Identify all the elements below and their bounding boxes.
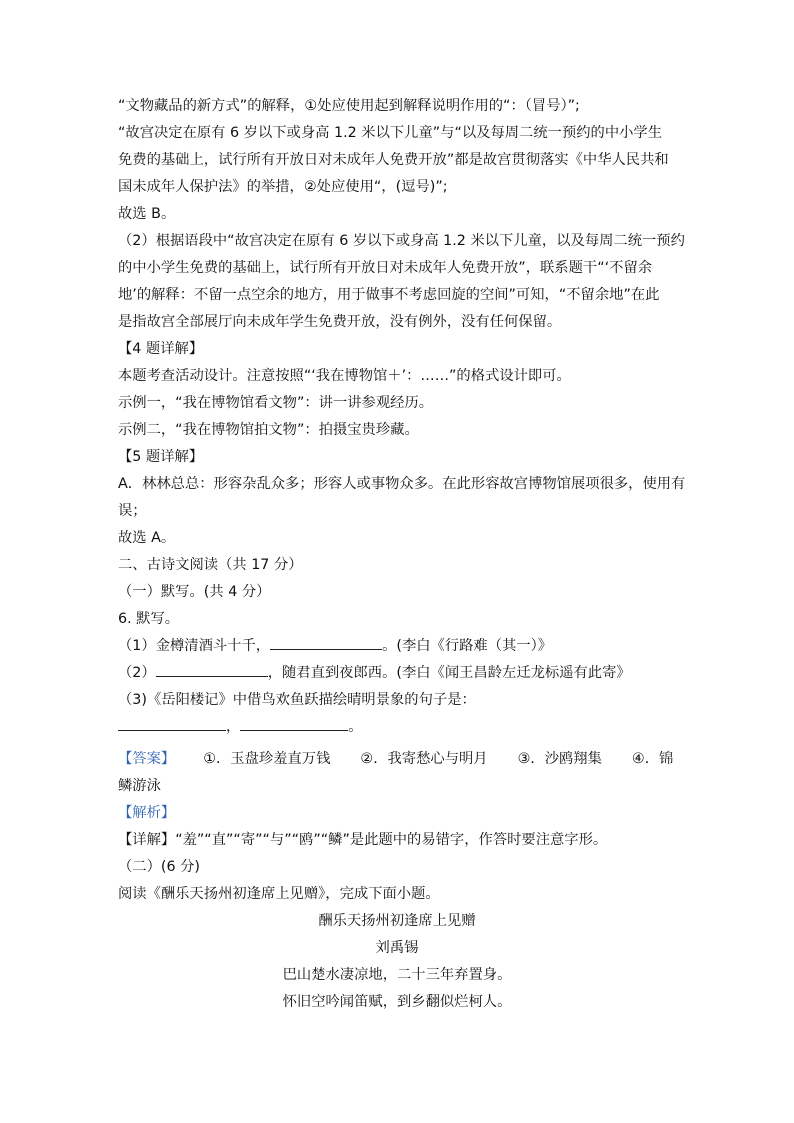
poem-title: 酬乐天扬州初逢席上见赠: [318, 913, 476, 929]
text-line: 是指故宫全部展厅向未成年学生免费开放，没有例外，没有任何保留。: [118, 314, 562, 330]
poem-author: 刘禹锡: [375, 940, 419, 956]
text-line: A．林林总总：形容杂乱众多；形容人或事物众多。在此形容故宫博物馆展项很多，使用有: [118, 476, 686, 492]
answer-item: ②．我寄愁心与明月: [360, 751, 488, 767]
fill-blank-line: [118, 636, 678, 656]
text-line: 故选 B。: [118, 206, 176, 222]
text-line: 误；: [118, 503, 147, 519]
answer-blank: [240, 717, 348, 731]
answer-item: ③．沙鸥翔集: [517, 751, 602, 767]
answer-blank: [270, 636, 382, 650]
source-text: 。(李白《行路难（其一）》: [382, 638, 553, 654]
answer-continuation: 鳞游泳: [118, 778, 161, 794]
answer-blank: [118, 717, 226, 731]
text-line: 免费的基础上，试行所有开放日对未成年人免费开放”都是故宫贯彻落实《中华人民共和: [118, 152, 669, 168]
text-line: “文物藏品的新方式”的解释，①处应使用起到解释说明作用的“：（冒号）”;: [118, 98, 580, 114]
text-line: 故选 A。: [118, 530, 176, 546]
detail-text: “羞”“直”“寄”“与”“鸥”“鳞”是此题中的易错字，作答时要注意字形。: [175, 832, 608, 848]
section-heading: 二、古诗文阅读（共 17 分）: [118, 557, 303, 573]
answer-item: ④．锦: [631, 751, 674, 767]
poem-line: 巴山楚水凄凉地，二十三年弃置身。: [282, 967, 512, 983]
text-line: 阅读《酬乐天扬州初逢席上见赠》，完成下面小题。: [118, 886, 440, 902]
section-heading: 【4 题详解】: [118, 341, 204, 357]
section-heading: （二）(6 分): [118, 859, 200, 875]
fill-blank-line: [118, 663, 678, 683]
text-line: 示例一，“我在博物馆看文物”：讲一讲参观经历。: [118, 395, 434, 411]
source-text: ，随君直到夜郎西。(李白《闻王昌龄左迁龙标遥有此寄》: [267, 665, 631, 681]
question-number: 6. 默写。: [118, 611, 180, 627]
text-line: 地’的解释：不留一点空余的地方，用于做事不考虑回旋的空间”可知，“不留余地”在此: [118, 287, 660, 303]
prompt-text: （1）金樽清酒斗十千，: [118, 638, 271, 654]
text-line: 的中小学生免费的基础上，试行所有开放日对未成年人免费开放”，联系题干“‘不留余: [118, 260, 653, 276]
text-line: （一）默写。(共 4 分）: [118, 584, 271, 600]
prompt-text: （2）: [118, 665, 156, 681]
text-line: 本题考查活动设计。注意按照“‘我在博物馆＋’：……”的格式设计即可。: [118, 368, 571, 384]
answer-item: ①．玉盘珍羞直万钱: [203, 751, 331, 767]
poem-line: 怀旧空吟闻笛赋，到乡翻似烂柯人。: [282, 994, 512, 1010]
comma-text: ，: [226, 719, 241, 735]
answer-label: 【答案】: [118, 751, 176, 767]
text-line: （2）根据语段中“故宫决定在原有 6 岁以下或身高 1.2 米以下儿童，以及每周二统一预约: [118, 233, 685, 249]
answer-blank: [156, 663, 268, 677]
text-line: （3)《岳阳楼记》中借鸟欢鱼跃描绘晴明景象的句子是：: [118, 692, 476, 708]
period-text: 。: [348, 719, 363, 735]
answer-line: [118, 749, 678, 769]
text-line: 示例二，“我在博物馆拍文物”：拍摄宝贵珍藏。: [118, 422, 419, 438]
text-line: 国未成年人保护法》的举措，②处应使用“，(逗号)”;: [118, 179, 448, 195]
section-heading: 【5 题详解】: [118, 449, 204, 465]
text-line: “故宫决定在原有 6 岁以下或身高 1.2 米以下儿童”与“以及每周二统一预约的中小学生: [118, 125, 663, 141]
analysis-label: 【解析】: [118, 805, 176, 821]
detail-line: [118, 830, 678, 850]
detail-label: 【详解】: [118, 832, 176, 848]
fill-blank-line: [118, 717, 678, 737]
